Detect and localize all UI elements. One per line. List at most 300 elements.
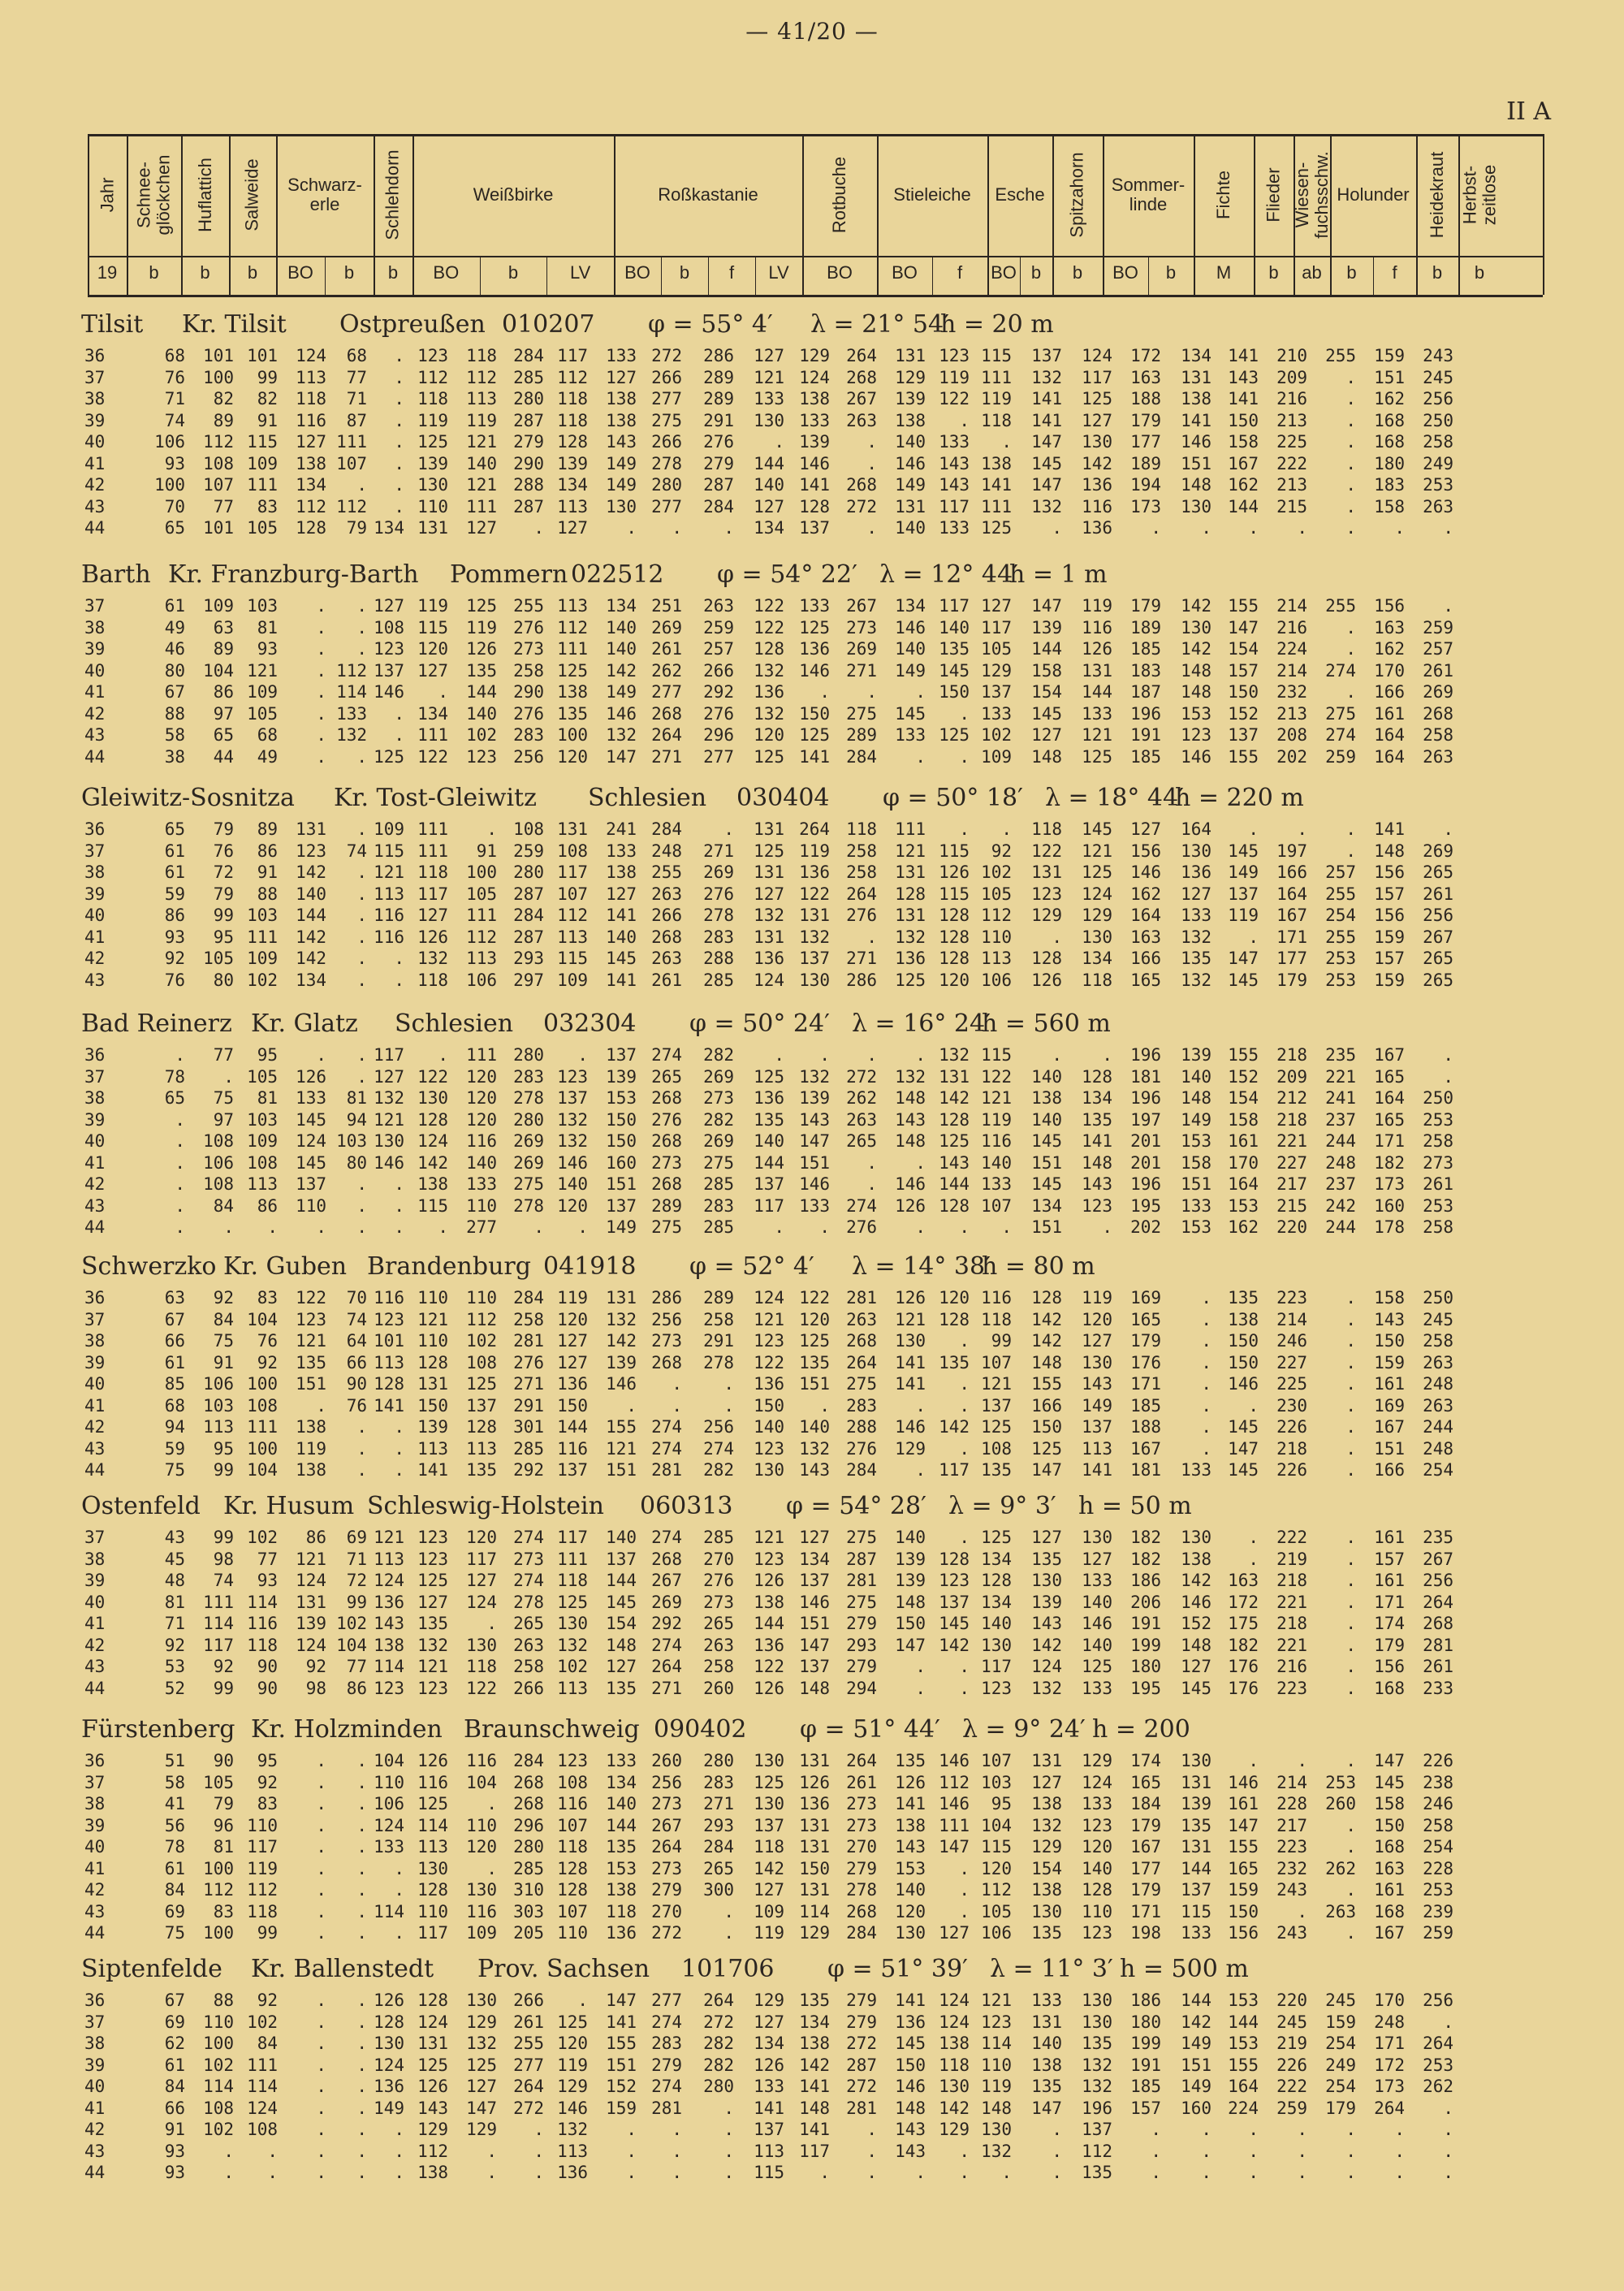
table-cell: 176 (1228, 1657, 1259, 1676)
table-cell: . (577, 1045, 588, 1065)
table-cell: 163 (1130, 367, 1161, 387)
table-cell: 109 (247, 682, 278, 702)
table-cell: 130 (754, 410, 784, 430)
table-cell: . (1394, 2120, 1405, 2139)
table-cell: . (356, 1195, 367, 1216)
table-cell: 43 (84, 1901, 106, 1921)
table-cell: 292 (513, 1460, 544, 1480)
table-cell: 113 (557, 927, 588, 947)
table-cell: 43 (84, 496, 106, 517)
table-cell: 163 (1130, 927, 1161, 947)
table-cell: . (175, 1109, 185, 1130)
table-cell: 183 (1130, 660, 1161, 681)
table-cell: . (1345, 1923, 1356, 1943)
table-cell: 101 (247, 346, 278, 365)
table-cell: . (866, 682, 877, 702)
table-cell: 159 (1325, 2012, 1356, 2032)
table-cell: 269 (1423, 841, 1453, 861)
table-cell: 132 (557, 1635, 588, 1655)
table-cell: 145 (939, 1614, 970, 1633)
table-cell: 258 (513, 1657, 544, 1676)
table-cell: 139 (1031, 617, 1062, 638)
column-header-label: Jahr (96, 177, 117, 213)
table-cell: 256 (651, 1772, 682, 1792)
table-cell: 256 (1423, 906, 1453, 925)
table-cell: 129 (1082, 1751, 1112, 1770)
table-cell: 41 (84, 1395, 106, 1416)
table-cell: 130 (466, 1880, 497, 1900)
table-cell: 127 (754, 496, 784, 517)
table-cell: 293 (703, 1815, 734, 1835)
table-cell: 123 (981, 1678, 1012, 1698)
table-cell: . (1345, 475, 1356, 495)
table-cell: . (394, 2163, 404, 2182)
table-cell: 151 (606, 2055, 637, 2075)
table-cell: 140 (1082, 1635, 1112, 1655)
table-cell: 281 (846, 1571, 877, 1590)
table-cell: 276 (703, 1571, 734, 1590)
table-cell: 121 (754, 1528, 784, 1547)
table-cell: 118 (417, 389, 448, 408)
table-cell: 218 (1276, 1045, 1307, 1065)
table-cell: 289 (703, 389, 734, 408)
table-cell: . (356, 639, 367, 659)
table-cell: 61 (164, 596, 185, 616)
table-cell: 194 (1130, 475, 1161, 495)
station-h: h = 200 (1092, 1715, 1190, 1744)
table-cell: 113 (557, 2141, 588, 2161)
table-cell: 264 (651, 1837, 682, 1857)
table-cell: 140 (606, 639, 637, 659)
table-cell: 138 (981, 453, 1012, 473)
table-cell: 84 (164, 1880, 185, 1900)
table-cell: 118 (417, 970, 448, 990)
table-cell: 149 (1181, 1109, 1212, 1130)
table-cell: 94 (164, 1417, 185, 1437)
table-cell: 165 (1228, 1858, 1259, 1878)
table-cell: 131 (1181, 1837, 1212, 1857)
table-cell: 121 (374, 1528, 404, 1547)
table-cell: . (1345, 1614, 1356, 1633)
table-cell: 164 (1374, 746, 1405, 767)
table-cell: 145 (1228, 1460, 1259, 1480)
table-cell: 133 (981, 1174, 1012, 1194)
table-cell: . (356, 1066, 367, 1087)
table-cell: 158 (1374, 496, 1405, 517)
table-cell: 136 (799, 1794, 830, 1813)
table-cell: 110 (466, 1288, 497, 1308)
table-cell: 133 (336, 703, 367, 724)
table-cell: 74 (346, 1309, 367, 1329)
table-cell: 112 (466, 367, 497, 387)
table-row (81, 2099, 1543, 2120)
table-cell: 150 (1228, 410, 1259, 430)
table-cell: 132 (1181, 970, 1212, 990)
table-cell: . (1151, 2163, 1161, 2182)
station-header (81, 1252, 1543, 1288)
table-cell: 291 (513, 1395, 544, 1416)
table-cell: 130 (1181, 1751, 1212, 1770)
table-cell: 170 (1374, 1991, 1405, 2010)
table-cell: 155 (1031, 1374, 1062, 1394)
table-cell: 131 (1181, 367, 1212, 387)
table-cell: 150 (939, 682, 970, 702)
table-cell: 38 (84, 389, 106, 408)
table-cell: 249 (1423, 453, 1453, 473)
table-cell: 105 (203, 1772, 234, 1792)
table-cell: 132 (1082, 2077, 1112, 2096)
table-cell: 146 (799, 660, 830, 681)
table-cell: 131 (895, 496, 926, 517)
table-cell: 112 (557, 906, 588, 925)
table-row (81, 2163, 1543, 2185)
table-cell: 285 (513, 1858, 544, 1878)
table-cell: 205 (513, 1923, 544, 1943)
table-cell: 36 (84, 1751, 106, 1770)
table-cell: 235 (1423, 1528, 1453, 1547)
table-cell: 202 (1276, 746, 1307, 767)
table-cell: 130 (1031, 1571, 1062, 1590)
table-cell: 279 (513, 432, 544, 452)
table-cell: . (1151, 2120, 1161, 2139)
table-cell: 264 (513, 2077, 544, 2096)
table-row (81, 346, 1543, 368)
table-cell: 72 (213, 862, 234, 882)
table-cell: . (1345, 1751, 1356, 1770)
table-cell: 123 (754, 1549, 784, 1569)
column-header (229, 134, 276, 256)
table-cell: . (1052, 2163, 1062, 2182)
table-cell: 228 (1423, 1858, 1453, 1878)
table-cell: 131 (799, 1837, 830, 1857)
table-cell: 100 (154, 475, 185, 495)
table-cell: 97 (213, 1109, 234, 1130)
table-cell: 118 (557, 1571, 588, 1590)
table-cell: 264 (651, 1657, 682, 1676)
table-cell: 148 (1374, 841, 1405, 861)
table-cell: 135 (606, 1678, 637, 1698)
table-cell: 105 (247, 1066, 278, 1087)
table-cell: 81 (257, 1088, 278, 1108)
table-cell: 102 (466, 725, 497, 745)
table-cell: 105 (981, 639, 1012, 659)
table-cell: 103 (336, 1131, 367, 1151)
table-cell: 297 (513, 970, 544, 990)
table-cell: 142 (939, 2098, 970, 2118)
station-code: 030404 (736, 784, 830, 812)
table-cell: 82 (257, 389, 278, 408)
table-cell: . (626, 2163, 637, 2182)
table-cell: 125 (754, 841, 784, 861)
table-cell: 130 (1181, 617, 1212, 638)
table-cell: 120 (557, 2034, 588, 2053)
column-header (1194, 134, 1254, 256)
table-cell: 93 (257, 1571, 278, 1590)
table-cell: 92 (213, 1657, 234, 1676)
table-cell: 228 (1276, 1794, 1307, 1813)
table-cell: 151 (1181, 2055, 1212, 2075)
table-cell: 133 (895, 725, 926, 745)
table-cell: 125 (417, 1794, 448, 1813)
table-cell: 43 (164, 1528, 185, 1547)
table-cell: 232 (1276, 1858, 1307, 1878)
table-cell: . (1052, 2120, 1062, 2139)
table-cell: 122 (939, 389, 970, 408)
table-cell: 280 (703, 2077, 734, 2096)
table-cell: 133 (606, 841, 637, 861)
table-cell: . (1001, 2163, 1012, 2182)
table-cell: . (866, 2120, 877, 2139)
table-cell: 118 (981, 410, 1012, 430)
table-cell: . (1345, 639, 1356, 659)
table-cell: 132 (557, 1109, 588, 1130)
table-cell: . (356, 1901, 367, 1921)
table-cell: 137 (374, 660, 404, 681)
table-cell: 125 (981, 1417, 1012, 1437)
table-cell: 167 (1374, 1417, 1405, 1437)
table-cell: 112 (466, 927, 497, 947)
table-row (81, 1131, 1543, 1153)
table-cell: 274 (651, 1417, 682, 1437)
table-cell: 118 (557, 1837, 588, 1857)
table-cell: 223 (1276, 1837, 1307, 1857)
table-cell: 115 (247, 432, 278, 452)
table-cell: 147 (1228, 1438, 1259, 1459)
table-cell: 123 (374, 1309, 404, 1329)
station-lambda: λ = 12° 44′ (879, 560, 1018, 589)
table-cell: . (723, 819, 734, 839)
table-cell: 156 (1374, 596, 1405, 616)
table-cell: 120 (466, 1528, 497, 1547)
table-cell: 124 (466, 1592, 497, 1612)
table-cell: 287 (513, 884, 544, 904)
table-cell: 127 (606, 367, 637, 387)
table-cell: 269 (513, 1131, 544, 1151)
table-cell: . (223, 2163, 234, 2182)
table-cell: 41 (164, 1794, 185, 1813)
table-cell: 141 (606, 970, 637, 990)
table-cell: 109 (981, 746, 1012, 767)
table-cell: 127 (799, 1528, 830, 1547)
table-cell: 41 (84, 682, 106, 702)
table-cell: 121 (417, 1309, 448, 1329)
table-cell: 135 (1031, 2077, 1062, 2096)
table-cell: 41 (84, 2098, 106, 2118)
table-cell: 283 (513, 1066, 544, 1087)
station-lambda: λ = 11° 3′ (990, 1955, 1113, 1983)
table-cell: . (1345, 1880, 1356, 1900)
table-cell: 77 (257, 1549, 278, 1569)
table-cell: 130 (799, 970, 830, 990)
table-cell: 283 (651, 2034, 682, 2053)
table-cell: 271 (846, 949, 877, 968)
table-cell: 285 (703, 1528, 734, 1547)
table-cell: 127 (754, 1880, 784, 1900)
table-cell: . (1345, 1657, 1356, 1676)
table-row (81, 1196, 1543, 1218)
table-cell: . (356, 1417, 367, 1437)
table-cell: . (356, 2120, 367, 2139)
table-cell: . (394, 1880, 404, 1900)
table-cell: 128 (374, 2012, 404, 2032)
table-cell: 162 (1130, 884, 1161, 904)
table-cell: 140 (466, 453, 497, 473)
table-cell: 224 (1276, 639, 1307, 659)
table-cell: 274 (1325, 725, 1356, 745)
table-cell: 289 (651, 1195, 682, 1216)
table-cell: 127 (557, 518, 588, 538)
table-cell: . (356, 1217, 367, 1237)
station-h: h = 1 m (1009, 560, 1108, 589)
table-cell: 134 (606, 596, 637, 616)
table-cell: 143 (1374, 1309, 1405, 1329)
table-cell: 134 (754, 2034, 784, 2053)
table-cell: 61 (164, 862, 185, 882)
table-cell: 151 (606, 1460, 637, 1480)
table-cell: 99 (213, 906, 234, 925)
table-cell: 116 (1082, 617, 1112, 638)
table-cell: 272 (846, 1066, 877, 1087)
table-cell: 41 (84, 927, 106, 947)
table-cell: 213 (1276, 410, 1307, 430)
station-h: h = 500 m (1120, 1955, 1249, 1983)
table-cell: . (1201, 1438, 1212, 1459)
table-row (81, 1067, 1543, 1089)
table-cell: 282 (703, 2055, 734, 2075)
table-cell: 61 (164, 841, 185, 861)
table-cell: 131 (606, 1288, 637, 1308)
table-cell: 151 (1181, 1174, 1212, 1194)
table-cell: 146 (374, 1152, 404, 1173)
table-cell: 271 (651, 1678, 682, 1698)
table-cell: 111 (203, 1592, 234, 1612)
table-cell: 75 (164, 1460, 185, 1480)
table-cell: 168 (1374, 1901, 1405, 1921)
table-cell: . (577, 1217, 588, 1237)
table-cell: 112 (296, 496, 326, 517)
table-cell: 268 (846, 1901, 877, 1921)
table-row (81, 1417, 1543, 1439)
table-cell: 146 (895, 1417, 926, 1437)
table-cell: . (672, 2120, 682, 2139)
table-cell: 110 (203, 2012, 234, 2032)
table-cell: 146 (1181, 1592, 1212, 1612)
station-name: Gleiwitz-Sosnitza (81, 784, 295, 812)
column-header (614, 134, 802, 256)
table-cell: 62 (164, 2034, 185, 2053)
table-cell: 258 (1423, 1217, 1453, 1237)
table-cell: . (356, 1858, 367, 1878)
table-cell: . (1102, 1217, 1112, 1237)
table-cell: 122 (754, 1657, 784, 1676)
table-cell: 125 (466, 596, 497, 616)
table-cell: 147 (1228, 1815, 1259, 1835)
table-cell: 123 (1181, 725, 1212, 745)
table-cell: 183 (1374, 475, 1405, 495)
table-cell: . (1248, 2120, 1259, 2139)
table-cell: 273 (703, 1592, 734, 1612)
table-cell: 102 (336, 1614, 367, 1633)
table-cell: 150 (1031, 1417, 1062, 1437)
table-cell: 274 (651, 2077, 682, 2096)
table-cell: 125 (557, 2012, 588, 2032)
table-cell: 112 (203, 1880, 234, 1900)
column-subheader: b (387, 262, 399, 283)
table-cell: 257 (1325, 862, 1356, 882)
table-cell: 167 (1130, 1837, 1161, 1857)
table-cell: 107 (557, 1901, 588, 1921)
table-cell: 110 (417, 496, 448, 517)
table-cell: 37 (84, 367, 106, 387)
table-cell: 243 (1276, 1880, 1307, 1900)
table-cell: 141 (1181, 410, 1212, 430)
table-cell: . (959, 410, 970, 430)
table-cell: 79 (213, 819, 234, 839)
table-cell: 257 (703, 639, 734, 659)
table-cell: 135 (1181, 949, 1212, 968)
table-cell: 40 (84, 1374, 106, 1394)
table-cell: 139 (895, 1549, 926, 1569)
table-cell: 39 (84, 1109, 106, 1130)
table-cell: 136 (754, 949, 784, 968)
table-cell: 148 (895, 2098, 926, 2118)
table-cell: 185 (1130, 746, 1161, 767)
section-mark: II A (1506, 97, 1551, 126)
table-cell: 107 (557, 1815, 588, 1835)
table-cell: 197 (1276, 841, 1307, 861)
table-cell: . (394, 1438, 404, 1459)
table-cell: 137 (606, 1195, 637, 1216)
table-cell: 167 (1228, 453, 1259, 473)
column-header-label: Huflattich (194, 158, 215, 232)
table-cell: 273 (513, 639, 544, 659)
table-cell: 144 (1031, 639, 1062, 659)
table-cell: 154 (1031, 682, 1062, 702)
table-cell: 116 (374, 906, 404, 925)
table-cell: 109 (754, 1901, 784, 1921)
table-cell: 102 (247, 970, 278, 990)
table-cell: 271 (703, 841, 734, 861)
table-cell: . (1345, 2141, 1356, 2161)
table-cell: 134 (296, 970, 326, 990)
table-cell: 132 (1031, 1678, 1062, 1698)
table-cell: 93 (164, 2141, 185, 2161)
table-cell: 289 (703, 1288, 734, 1308)
table-cell: 153 (606, 1858, 637, 1878)
table-cell: 140 (895, 1528, 926, 1547)
table-cell: 96 (213, 1815, 234, 1835)
table-cell: 124 (374, 1571, 404, 1590)
table-cell: 131 (1031, 1751, 1062, 1770)
table-cell: 146 (895, 617, 926, 638)
table-cell: 282 (703, 1045, 734, 1065)
table-cell: 222 (1276, 453, 1307, 473)
table-cell: 248 (1325, 1152, 1356, 1173)
table-cell: 120 (799, 1309, 830, 1329)
station-name: Tilsit (81, 310, 144, 339)
column-subheader: BO (287, 262, 313, 283)
table-cell: 209 (1276, 367, 1307, 387)
table-cell: 130 (895, 1331, 926, 1351)
table-cell: 129 (799, 1923, 830, 1943)
table-cell: . (774, 432, 784, 452)
table-cell: 289 (703, 367, 734, 387)
table-row (81, 1045, 1543, 1067)
table-cell: 108 (247, 2120, 278, 2139)
table-cell: 226 (1276, 1460, 1307, 1480)
table-cell: 280 (513, 389, 544, 408)
table-cell: 114 (799, 1901, 830, 1921)
